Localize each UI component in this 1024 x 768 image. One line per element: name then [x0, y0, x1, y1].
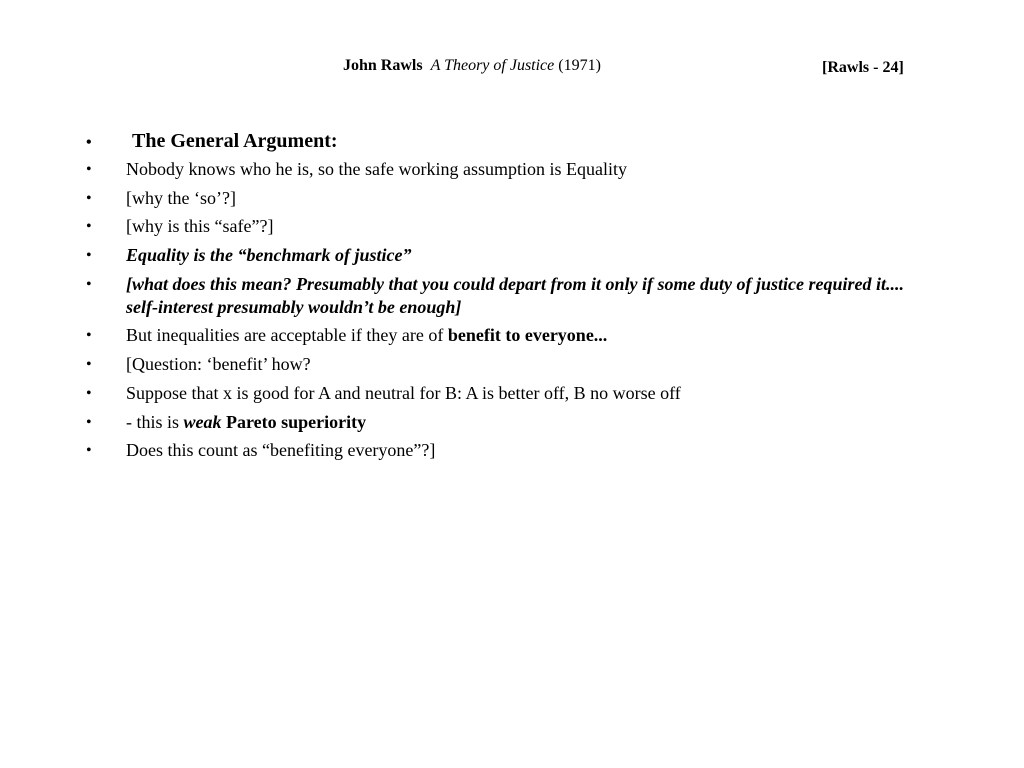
- bullet-item: [86, 353, 906, 376]
- bullet-marker: •: [86, 161, 92, 178]
- bullet-marker: •: [86, 247, 92, 265]
- bullet-text: [why is this “safe”?]: [126, 216, 274, 237]
- bullet-emphasis: Pareto superiority: [226, 411, 367, 432]
- bullet-item: [86, 215, 906, 238]
- header-year: (1971): [558, 57, 601, 74]
- slide-reference: [Rawls - 24]: [822, 59, 904, 76]
- bullet-item: [86, 273, 906, 319]
- bullet-marker: •: [86, 327, 92, 345]
- bullet-item: [86, 244, 906, 267]
- bullet-item: [86, 439, 906, 462]
- bullet-list: [86, 129, 906, 468]
- bullet-item: [86, 382, 906, 405]
- section-heading: The General Argument:: [132, 130, 338, 152]
- header-title: [343, 56, 601, 76]
- bullet-text: Nobody knows who he is, so the safe working assumption is Equality: [126, 159, 627, 179]
- bullet-marker: •: [86, 413, 92, 431]
- bullet-item: [86, 324, 906, 347]
- bullet-text: Does this count as “benefiting everyone”?]: [126, 440, 436, 461]
- bullet-item: [86, 158, 906, 181]
- bullet-marker: •: [86, 442, 92, 460]
- bullet-emphasis-italic: weak: [183, 411, 222, 432]
- header-book-title: A Theory of Justice: [430, 57, 555, 74]
- bullet-text: [what does this mean? Presumably that you could depart from it only if some duty of justice required it.... self-interest presumably wouldn’t be enough]: [126, 273, 905, 317]
- bullet-item: [86, 411, 906, 434]
- bullet-marker: •: [86, 384, 92, 402]
- header-author: John Rawls: [343, 57, 423, 74]
- bullet-text: Equality is the “benchmark of justice”: [126, 245, 412, 266]
- bullet-text: - this is: [126, 411, 184, 432]
- bullet-text: Suppose that x is good for A and neutral for B: A is better off, B no worse off: [126, 382, 681, 403]
- bullet-marker: •: [86, 275, 92, 293]
- bullet-text: [Question: ‘benefit’ how?: [126, 354, 311, 375]
- bullet-emphasis: benefit to everyone...: [447, 325, 608, 346]
- bullet-text: But inequalities are acceptable if they are of: [126, 325, 448, 346]
- bullet-marker: •: [86, 356, 92, 374]
- bullet-marker: •: [86, 218, 92, 236]
- bullet-heading: [86, 129, 906, 154]
- bullet-marker: •: [86, 134, 92, 151]
- bullet-marker: •: [86, 189, 92, 207]
- bullet-text: [why the ‘so’?]: [126, 187, 236, 208]
- bullet-item: [86, 187, 906, 210]
